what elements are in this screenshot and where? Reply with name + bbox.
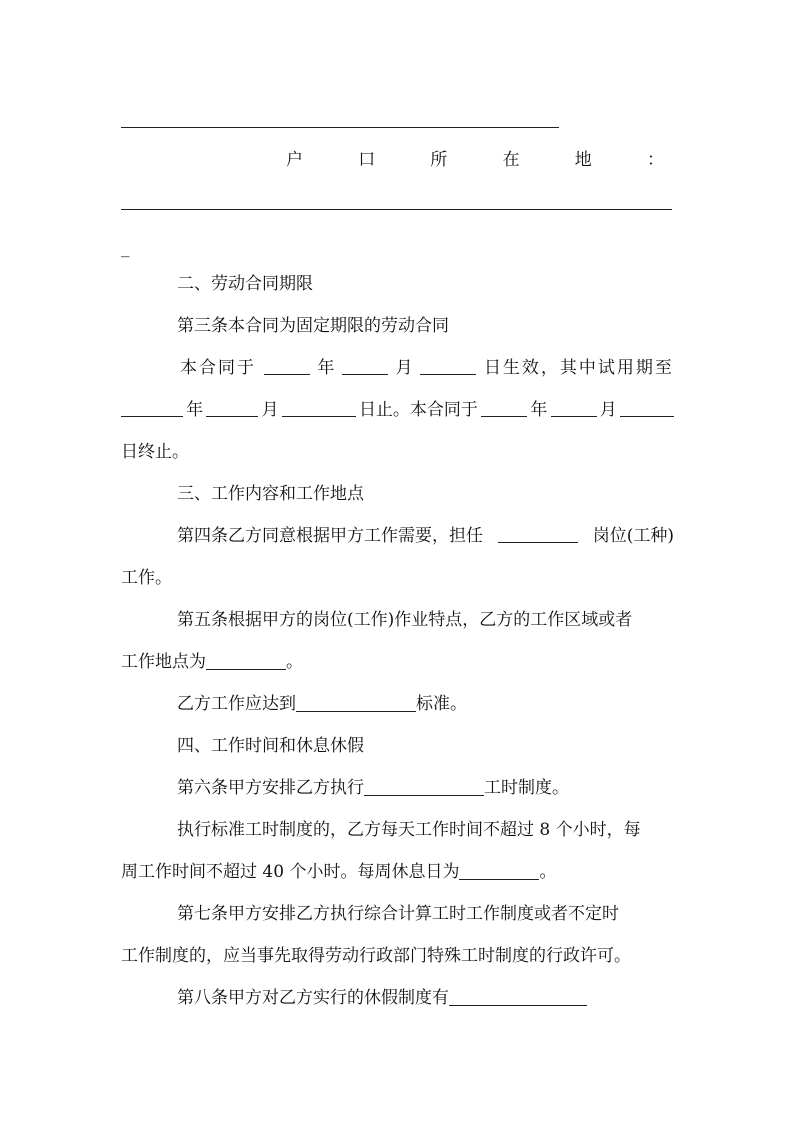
- hour-system-blank[interactable]: [364, 777, 484, 796]
- probation-day-blank[interactable]: [282, 398, 356, 417]
- term-month-1: 月: [395, 358, 413, 378]
- section-4-heading: 四、工作时间和休息休假: [177, 736, 364, 756]
- article-8-text: 第八条甲方对乙方实行的休假制度有: [177, 988, 449, 1008]
- term-year-3: 年: [530, 400, 548, 420]
- hukou-char-2: 口: [358, 150, 376, 170]
- standard-hours-period: 。: [539, 862, 557, 882]
- standard-hours-text-b: 周工作时间不超过 40 个小时。每周休息日为: [121, 862, 460, 882]
- standard-hours-line-2: [121, 860, 674, 884]
- probation-month-blank[interactable]: [206, 398, 258, 417]
- start-month-blank[interactable]: [342, 356, 388, 375]
- section-3-heading: 三、工作内容和工作地点: [177, 484, 364, 504]
- contract-term-line-2: [121, 398, 674, 422]
- article-7-line-2: 工作制度的，应当事先取得劳动行政部门特殊工时制度的行政许可。: [121, 946, 631, 966]
- term-month-3: 月: [599, 400, 617, 420]
- article-6: [177, 776, 674, 800]
- hukou-char-6: ：: [646, 150, 664, 170]
- standard-line: [177, 692, 674, 716]
- dash-mark: _: [121, 238, 130, 258]
- start-day-blank[interactable]: [420, 356, 476, 375]
- article-8: [177, 986, 674, 1010]
- term-text-1: 本合同于: [180, 358, 256, 378]
- rest-day-blank[interactable]: [459, 861, 539, 880]
- end-month-blank[interactable]: [551, 398, 597, 417]
- standard-text-b: 标准。: [416, 694, 467, 714]
- work-location-blank[interactable]: [206, 651, 286, 670]
- article-5-line-1: 第五条根据甲方的岗位(工作)作业特点，乙方的工作区域或者: [177, 610, 633, 630]
- standard-hours-line-1: 执行标准工时制度的，乙方每天工作时间不超过 8 个小时，每: [177, 820, 641, 840]
- article-4-text-b: 岗位(工种): [592, 526, 674, 546]
- term-year-1: 年: [317, 358, 335, 378]
- top-blank-line: [121, 127, 559, 128]
- article-4-text-a: 第四条乙方同意根据甲方工作需要，担任: [177, 526, 483, 546]
- term-text-3: 日止。本合同于: [358, 400, 478, 420]
- article-6-text-a: 第六条甲方安排乙方执行: [177, 778, 364, 798]
- hukou-char-5: 地: [574, 150, 592, 170]
- term-text-2: 日生效，其中试用期至: [483, 358, 674, 378]
- article-5-period: 。: [286, 652, 303, 672]
- start-year-blank[interactable]: [264, 356, 310, 375]
- article-4-line-2: 工作。: [121, 568, 172, 588]
- end-day-blank[interactable]: [620, 398, 674, 417]
- leave-system-blank[interactable]: [449, 987, 587, 1006]
- hukou-label: [286, 148, 664, 172]
- term-month-2: 月: [261, 400, 279, 420]
- article-5-line-2: [121, 650, 674, 674]
- contract-term-line-1: [180, 356, 674, 380]
- article-7-line-1: 第七条甲方安排乙方执行综合计算工时工作制度或者不定时: [177, 904, 619, 924]
- hukou-blank-line: [121, 209, 672, 210]
- hukou-char-1: 户: [286, 150, 303, 170]
- article-3: 第三条本合同为固定期限的劳动合同: [177, 316, 449, 336]
- section-2-heading: 二、劳动合同期限: [177, 274, 313, 294]
- probation-year-blank[interactable]: [121, 398, 183, 417]
- article-5-text-b: 工作地点为: [121, 652, 206, 672]
- end-year-blank[interactable]: [481, 398, 527, 417]
- hukou-char-3: 所: [430, 150, 448, 170]
- contract-term-line-3: 日终止。: [121, 442, 189, 462]
- hukou-char-4: 在: [502, 150, 520, 170]
- article-6-text-b: 工时制度。: [484, 778, 569, 798]
- article-4-line-1: [177, 524, 674, 548]
- standard-text-a: 乙方工作应达到: [177, 694, 296, 714]
- position-blank[interactable]: [498, 524, 578, 543]
- standard-blank[interactable]: [296, 693, 416, 712]
- term-year-2: 年: [186, 400, 204, 420]
